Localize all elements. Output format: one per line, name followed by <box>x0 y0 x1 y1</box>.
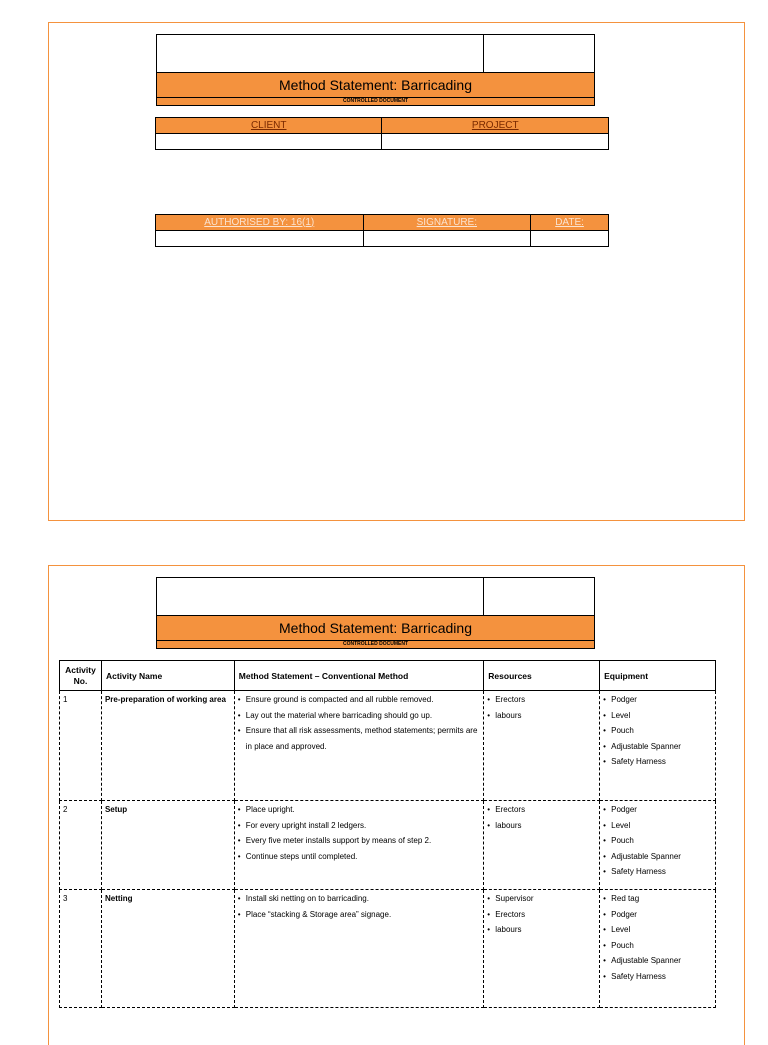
list-item: • Supervisor <box>487 891 596 907</box>
method-cell <box>234 890 484 1008</box>
list-item: • Pouch <box>603 833 712 849</box>
date-field[interactable] <box>531 231 609 247</box>
resources-cell <box>484 691 600 801</box>
method-cell <box>234 691 484 801</box>
list-item: • Adjustable Spanner <box>603 849 712 865</box>
list-item: • Safety Harness <box>603 754 712 770</box>
activity-name-cell: Pre-preparation of working area <box>101 691 234 801</box>
list-item: • Pouch <box>603 938 712 954</box>
list-item: • Safety Harness <box>603 864 712 880</box>
authorised-by-field[interactable] <box>156 231 364 247</box>
document-title: Method Statement: Barricading <box>156 73 595 97</box>
date-label: DATE: <box>531 215 609 231</box>
signature-label: SIGNATURE: <box>363 215 531 231</box>
list-item: • Podger <box>603 907 712 923</box>
activity-name-cell: Netting <box>101 890 234 1008</box>
resources-list <box>487 692 596 723</box>
table-row <box>60 691 716 801</box>
list-item: • Place “stacking & Storage area” signage. <box>238 907 481 923</box>
project-label: PROJECT <box>382 118 609 134</box>
activity-no-cell: 1 <box>60 691 102 801</box>
table-row <box>60 890 716 1008</box>
client-label: CLIENT <box>156 118 382 134</box>
method-cell <box>234 801 484 890</box>
authorisation-table <box>155 214 609 247</box>
table-row <box>60 801 716 890</box>
header-logo-box <box>156 34 595 73</box>
list-item: • Erectors <box>487 907 596 923</box>
list-item: • Erectors <box>487 802 596 818</box>
client-field[interactable] <box>156 134 382 150</box>
equipment-list <box>603 692 712 770</box>
document-page-1 <box>48 22 745 521</box>
col-header-method: Method Statement – Conventional Method <box>234 661 484 691</box>
list-item: • labours <box>487 818 596 834</box>
list-item: • Safety Harness <box>603 969 712 985</box>
list-item: • Erectors <box>487 692 596 708</box>
project-field[interactable] <box>382 134 609 150</box>
col-header-resources: Resources <box>484 661 600 691</box>
equipment-list <box>603 802 712 880</box>
method-list <box>238 802 481 864</box>
equipment-cell <box>600 801 716 890</box>
list-item: • labours <box>487 922 596 938</box>
activity-no-cell: 2 <box>60 801 102 890</box>
list-item: • Podger <box>603 802 712 818</box>
list-item: • labours <box>487 708 596 724</box>
authorised-by-label: AUTHORISED BY: 16(1) <box>156 215 364 231</box>
method-list <box>238 891 481 922</box>
document-subtitle: CONTROLLED DOCUMENT <box>156 640 595 649</box>
document-subtitle: CONTROLLED DOCUMENT <box>156 97 595 106</box>
list-item: • Pouch <box>603 723 712 739</box>
list-item: • Level <box>603 818 712 834</box>
equipment-cell <box>600 890 716 1008</box>
list-item: • Red tag <box>603 891 712 907</box>
list-item: • Ensure ground is compacted and all rubble removed. <box>238 692 481 708</box>
document-header <box>156 577 595 649</box>
equipment-cell <box>600 691 716 801</box>
client-project-table <box>155 117 609 150</box>
resources-cell <box>484 801 600 890</box>
list-item: • For every upright install 2 ledgers. <box>238 818 481 834</box>
resources-list <box>487 891 596 938</box>
col-header-equipment: Equipment <box>600 661 716 691</box>
document-page-2 <box>48 565 745 1045</box>
list-item: • Continue steps until completed. <box>238 849 481 865</box>
list-item: • Level <box>603 708 712 724</box>
document-title: Method Statement: Barricading <box>156 616 595 640</box>
list-item: • Ensure that all risk assessments, method statements; permits are in place and approved. <box>238 723 481 754</box>
activity-table-header <box>60 661 716 691</box>
list-item: • Install ski netting on to barricading. <box>238 891 481 907</box>
list-item: • Podger <box>603 692 712 708</box>
header-logo-box <box>156 577 595 616</box>
list-item: • Adjustable Spanner <box>603 739 712 755</box>
method-list <box>238 692 481 754</box>
activity-no-cell: 3 <box>60 890 102 1008</box>
list-item: • Lay out the material where barricading should go up. <box>238 708 481 724</box>
list-item: • Adjustable Spanner <box>603 953 712 969</box>
signature-field[interactable] <box>363 231 531 247</box>
activity-name-cell: Setup <box>101 801 234 890</box>
document-header <box>156 34 595 106</box>
list-item: • Level <box>603 922 712 938</box>
equipment-list <box>603 891 712 984</box>
col-header-activity-name: Activity Name <box>101 661 234 691</box>
col-header-activity-no: Activity No. <box>60 661 102 691</box>
resources-list <box>487 802 596 833</box>
list-item: • Every five meter installs support by means of step 2. <box>238 833 481 849</box>
list-item: • Place upright. <box>238 802 481 818</box>
resources-cell <box>484 890 600 1008</box>
activity-table <box>59 660 716 1008</box>
